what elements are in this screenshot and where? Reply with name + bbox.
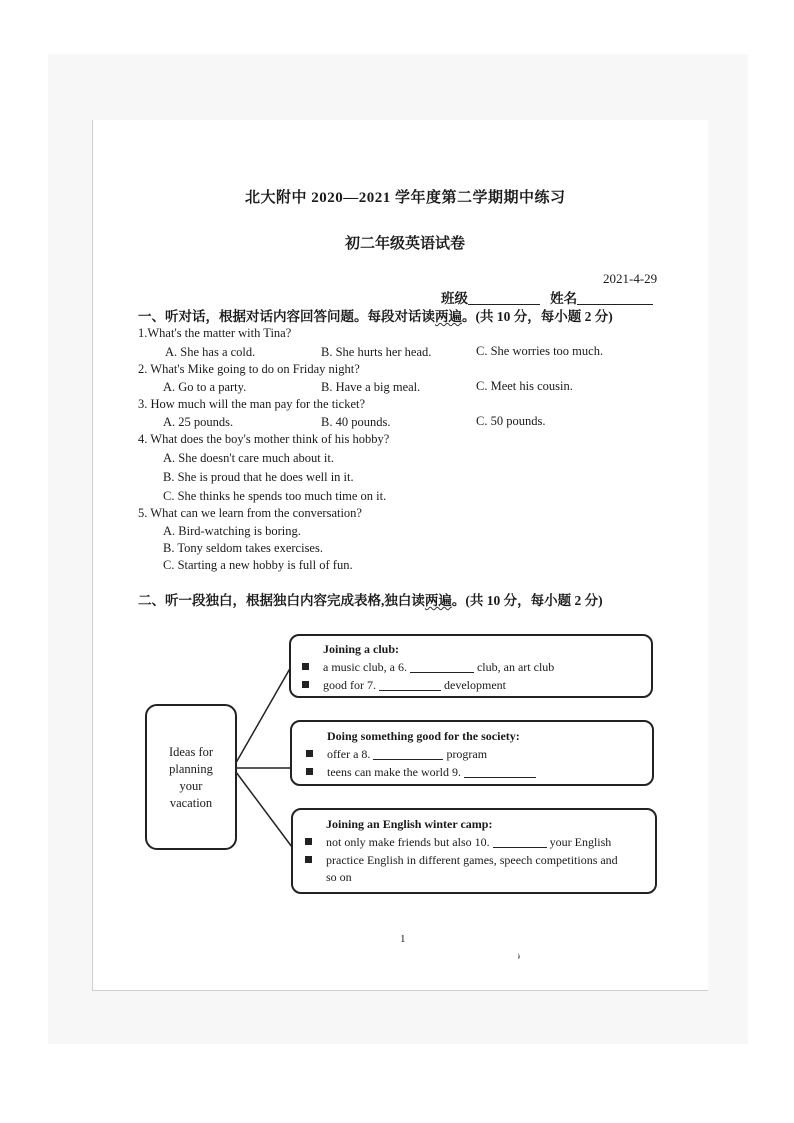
diagram-box-club [289,634,653,698]
box-club-heading: Joining a club: [323,642,400,656]
box-camp-line-2a: practice English in different games, speech competitions and [326,853,618,867]
bullet-icon [305,856,312,863]
blank-8[interactable] [373,747,443,760]
question-1: 1.What's the matter with Tina? [138,326,292,340]
exam-date: 2021-4-29 [603,271,658,286]
bullet-icon [306,768,313,775]
name-label: 姓名 [550,291,578,306]
diagram-box-camp [291,808,657,894]
center-line-3: your [179,779,203,793]
center-line-1: Ideas for [168,745,214,759]
section2-heading-pre: 二、听一段独白，根据独白内容完成表格,独白读 [138,593,425,608]
section1-heading-post: 。(共 10 分，每小题 2 分) [462,309,613,324]
page-subtitle: 初二年级英语试卷 [345,236,466,252]
section2-heading-wavy: 两遍 [424,593,452,608]
box-society-line-1-pre: offer a 8. [327,747,371,761]
box-club-line-1 [302,660,554,675]
page-title: 北大附中 2020—2021 学年度第二学期期中练习 [245,190,566,206]
center-line-2: planning [169,762,213,776]
section2-heading-post: 。(共 10 分，每小题 2 分) [451,593,603,608]
box-society-heading: Doing something good for the society: [327,729,520,743]
q4-option-b[interactable]: B. She is proud that he does well in it. [163,470,354,484]
blank-6[interactable] [410,660,474,673]
q2-option-c[interactable]: C. Meet his cousin. [476,379,573,393]
bullet-icon [302,663,309,670]
question-4: 4. What does the boy's mother think of his hobby? [138,432,390,446]
box-camp-line-1-post: your English [549,835,612,849]
connector-line-1 [233,665,292,768]
connector-line-3 [233,768,292,847]
q4-option-c[interactable]: C. She thinks he spends too much time on it. [163,489,387,503]
q2-option-b[interactable]: B. Have a big meal. [321,380,421,394]
diagram-center-box [145,704,237,850]
q1-option-c[interactable]: C. She worries too much. [476,344,604,358]
box-society-line-1 [306,747,487,762]
box-club-line-2 [302,678,506,693]
blank-9[interactable] [464,765,536,778]
box-camp-line-1-pre: not only make friends but also 10. [326,835,490,849]
box-club-line-2-pre: good for 7. [323,678,376,692]
box-camp-line-3: so on [326,870,352,884]
q1-option-b[interactable]: B. She hurts her head. [321,345,432,359]
box-camp-heading: Joining an English winter camp: [326,817,493,831]
section1-heading-pre: 一、听对话，根据对话内容回答问题。每段对话读 [138,309,435,324]
q5-option-b[interactable]: B. Tony seldom takes exercises. [163,541,323,555]
q1-option-a[interactable]: A. She has a cold. [165,345,256,359]
section1-heading-wavy: 两遍 [435,309,462,324]
q3-option-b[interactable]: B. 40 pounds. [321,415,391,429]
blank-7[interactable] [379,678,441,691]
box-society-line-2-pre: teens can make the world 9. [327,765,461,779]
page-number: 1 [400,933,406,945]
box-club-line-1-pre: a music club, a 6. [323,660,407,674]
box-camp-line-2 [305,853,618,868]
class-label: 班级 [441,291,468,306]
box-club-line-2-post: development [444,678,506,692]
q3-option-c[interactable]: C. 50 pounds. [476,414,546,428]
center-line-4: vacation [169,796,213,810]
q4-option-a[interactable]: A. She doesn't care much about it. [163,451,334,465]
box-society-line-1-post: program [446,747,488,761]
blank-10[interactable] [493,835,547,848]
box-society-line-2 [306,765,536,780]
question-3: 3. How much will the man pay for the ticket? [138,397,366,411]
q2-option-a[interactable]: A. Go to a party. [163,380,247,394]
q3-option-a[interactable]: A. 25 pounds. [163,415,234,429]
center-box-text [147,744,235,812]
bullet-icon [306,750,313,757]
question-2: 2. What's Mike going to do on Friday night? [138,362,360,376]
bullet-icon [302,681,309,688]
question-5: 5. What can we learn from the conversation? [138,506,362,520]
q5-option-c[interactable]: C. Starting a new hobby is full of fun. [163,558,353,572]
bullet-icon [305,838,312,845]
stray-mark: ヽ [509,948,526,965]
box-club-line-1-post: club, an art club [476,660,555,674]
diagram-box-society [290,720,654,786]
q5-option-a[interactable]: A. Bird-watching is boring. [163,524,301,538]
box-camp-line-1 [305,835,611,850]
